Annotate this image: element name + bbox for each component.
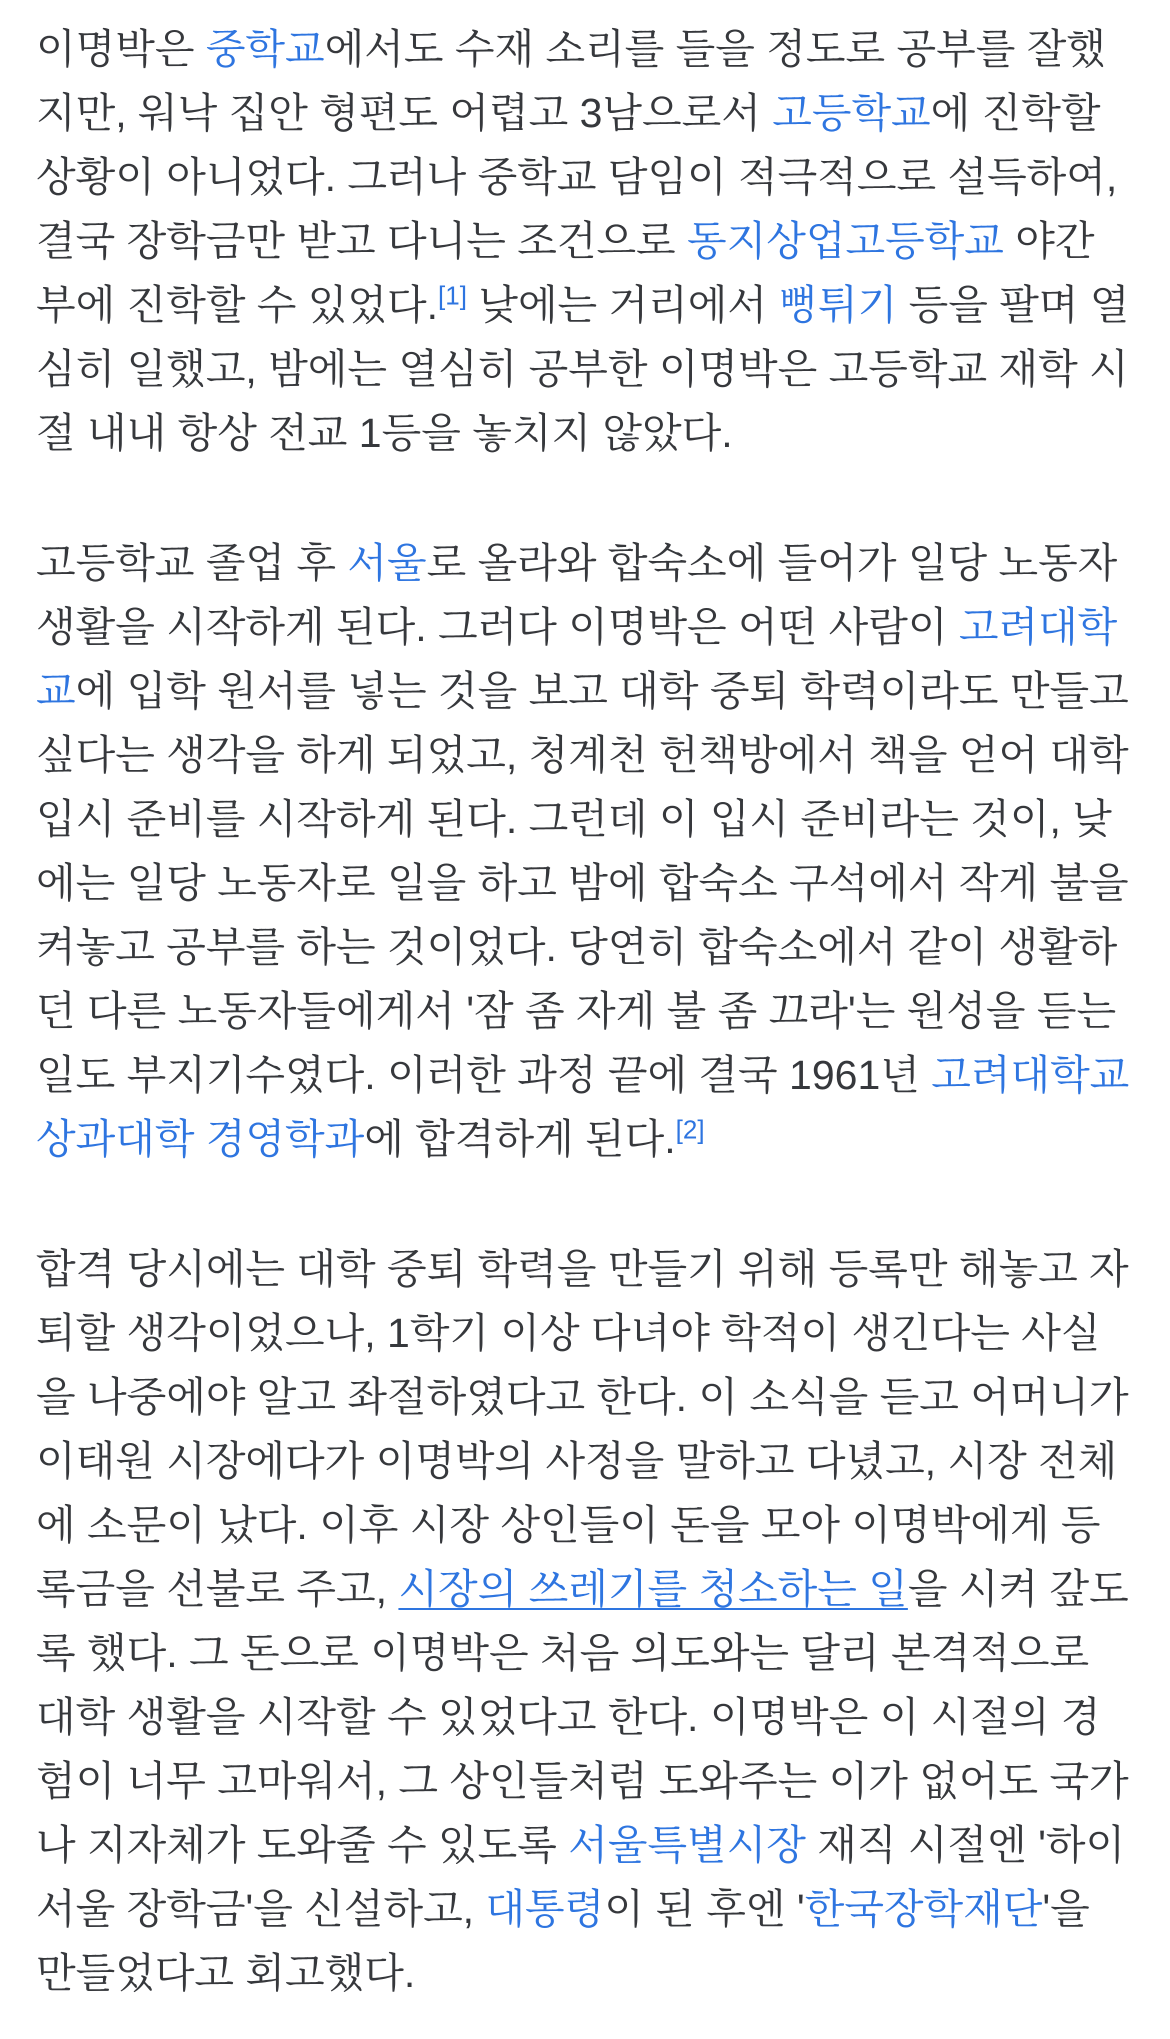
wiki-link[interactable]: 동지상업고등학교 bbox=[687, 218, 1004, 264]
wiki-link[interactable]: 중학교 bbox=[205, 26, 325, 72]
text-run: 낮에는 거리에서 bbox=[466, 282, 779, 328]
text-run: 에 입학 원서를 넣는 것을 보고 대학 중퇴 학력이라도 만들고 싶다는 생각을 하게 되었고, 청계천 헌책방에서 책을 얻어 대학 입시 준비를 시작하게 된다. 그런데 이 입시 준비라는 것이, 낮에는 일당 노동자로 일을 하고 밤에 합숙소 구석에서 작게 불을 켜놓고 공부를 하는 것이었다. 당연히 합숙소에서 같이 생활하던 다른 노동자들에게서 '잠 좀 자게 불 좀 끄라'는 원성을 듣는 일도 부지기수였다. 이러한 과정 끝에 결국 1961년 bbox=[36, 668, 1129, 1098]
wiki-link[interactable]: 서울 bbox=[347, 540, 427, 586]
footnote-ref-link[interactable]: [1] bbox=[438, 280, 467, 311]
text-run: 재직 시절엔 '하이서울 장학금'을 신설하고, bbox=[36, 1822, 1126, 1932]
text-run: 에 진학할 상황이 아니었다. 그러나 중학교 담임이 적극적으로 설득하여, 결국 장학금만 받고 다니는 조건으로 bbox=[36, 90, 1118, 264]
text-run: 로 올라와 합숙소에 들어가 일당 노동자 생활을 시작하게 된다. 그러다 이명박은 어떤 사람이 bbox=[36, 540, 1118, 650]
wiki-link[interactable]: 한국장학재단 bbox=[804, 1886, 1043, 1932]
wiki-link[interactable]: 대통령 bbox=[485, 1886, 605, 1932]
text-run: 에 합격하게 된다. bbox=[364, 1116, 676, 1162]
footnote-ref-link[interactable]: [2] bbox=[675, 1114, 705, 1145]
text-run: 이명박은 bbox=[36, 26, 206, 72]
text-run: 야간부에 진학할 수 있었다. bbox=[36, 218, 1095, 328]
paragraph bbox=[36, 1237, 1134, 2005]
footnote-sup bbox=[438, 280, 467, 310]
text-run: 고등학교 졸업 후 bbox=[36, 540, 348, 586]
text-run: '을 만들었다고 회고했다. bbox=[36, 1886, 1090, 1996]
footnote-sup bbox=[676, 1114, 705, 1144]
text-run: 을 시켜 갚도록 했다. 그 돈으로 이명박은 처음 의도와는 달리 본격적으로 대학 생활을 시작할 수 있었다고 한다. 이명박은 이 시절의 경험이 너무 고마워서, 그 상인들처럼 도와주는 이가 없어도 국가나 지자체가 도와줄 수 있도록 bbox=[36, 1566, 1129, 1868]
text-run: 에서도 수재 소리를 들을 정도로 공부를 잘했지만, 워낙 집안 형편도 어렵고 3남으로서 bbox=[36, 26, 1106, 136]
text-run: 이 된 후엔 ' bbox=[604, 1886, 805, 1932]
text-run: 합격 당시에는 대학 중퇴 학력을 만들기 위해 등록만 해놓고 자퇴할 생각이었으나, 1학기 이상 다녀야 학적이 생긴다는 사실을 나중에야 알고 좌절하였다고 한다. 이 소식을 듣고 어머니가 이태원 시장에다가 이명박의 사정을 말하고 다녔고, 시장 전체에 소문이 났다. 이후 시장 상인들이 돈을 모아 이명박에게 등록금을 선불로 주고, bbox=[36, 1246, 1129, 1612]
wiki-link[interactable]: 뻥튀기 bbox=[778, 282, 898, 328]
text-run: 등을 팔며 열심히 일했고, 밤에는 열심히 공부한 이명박은 고등학교 재학 시절 내내 항상 전교 1등을 놓치지 않았다. bbox=[36, 282, 1130, 456]
paragraph bbox=[36, 17, 1134, 465]
wiki-link[interactable]: 고등학교 bbox=[772, 90, 931, 136]
paragraph bbox=[36, 531, 1134, 1171]
wiki-link[interactable]: 서울특별시장 bbox=[568, 1822, 806, 1868]
wiki-link[interactable]: 시장의 쓰레기를 청소하는 일 bbox=[398, 1566, 908, 1612]
wiki-link[interactable]: 고려대학교 상과대학 경영학과 bbox=[36, 1052, 1130, 1162]
wiki-link[interactable]: 고려대학교 bbox=[36, 604, 1118, 714]
